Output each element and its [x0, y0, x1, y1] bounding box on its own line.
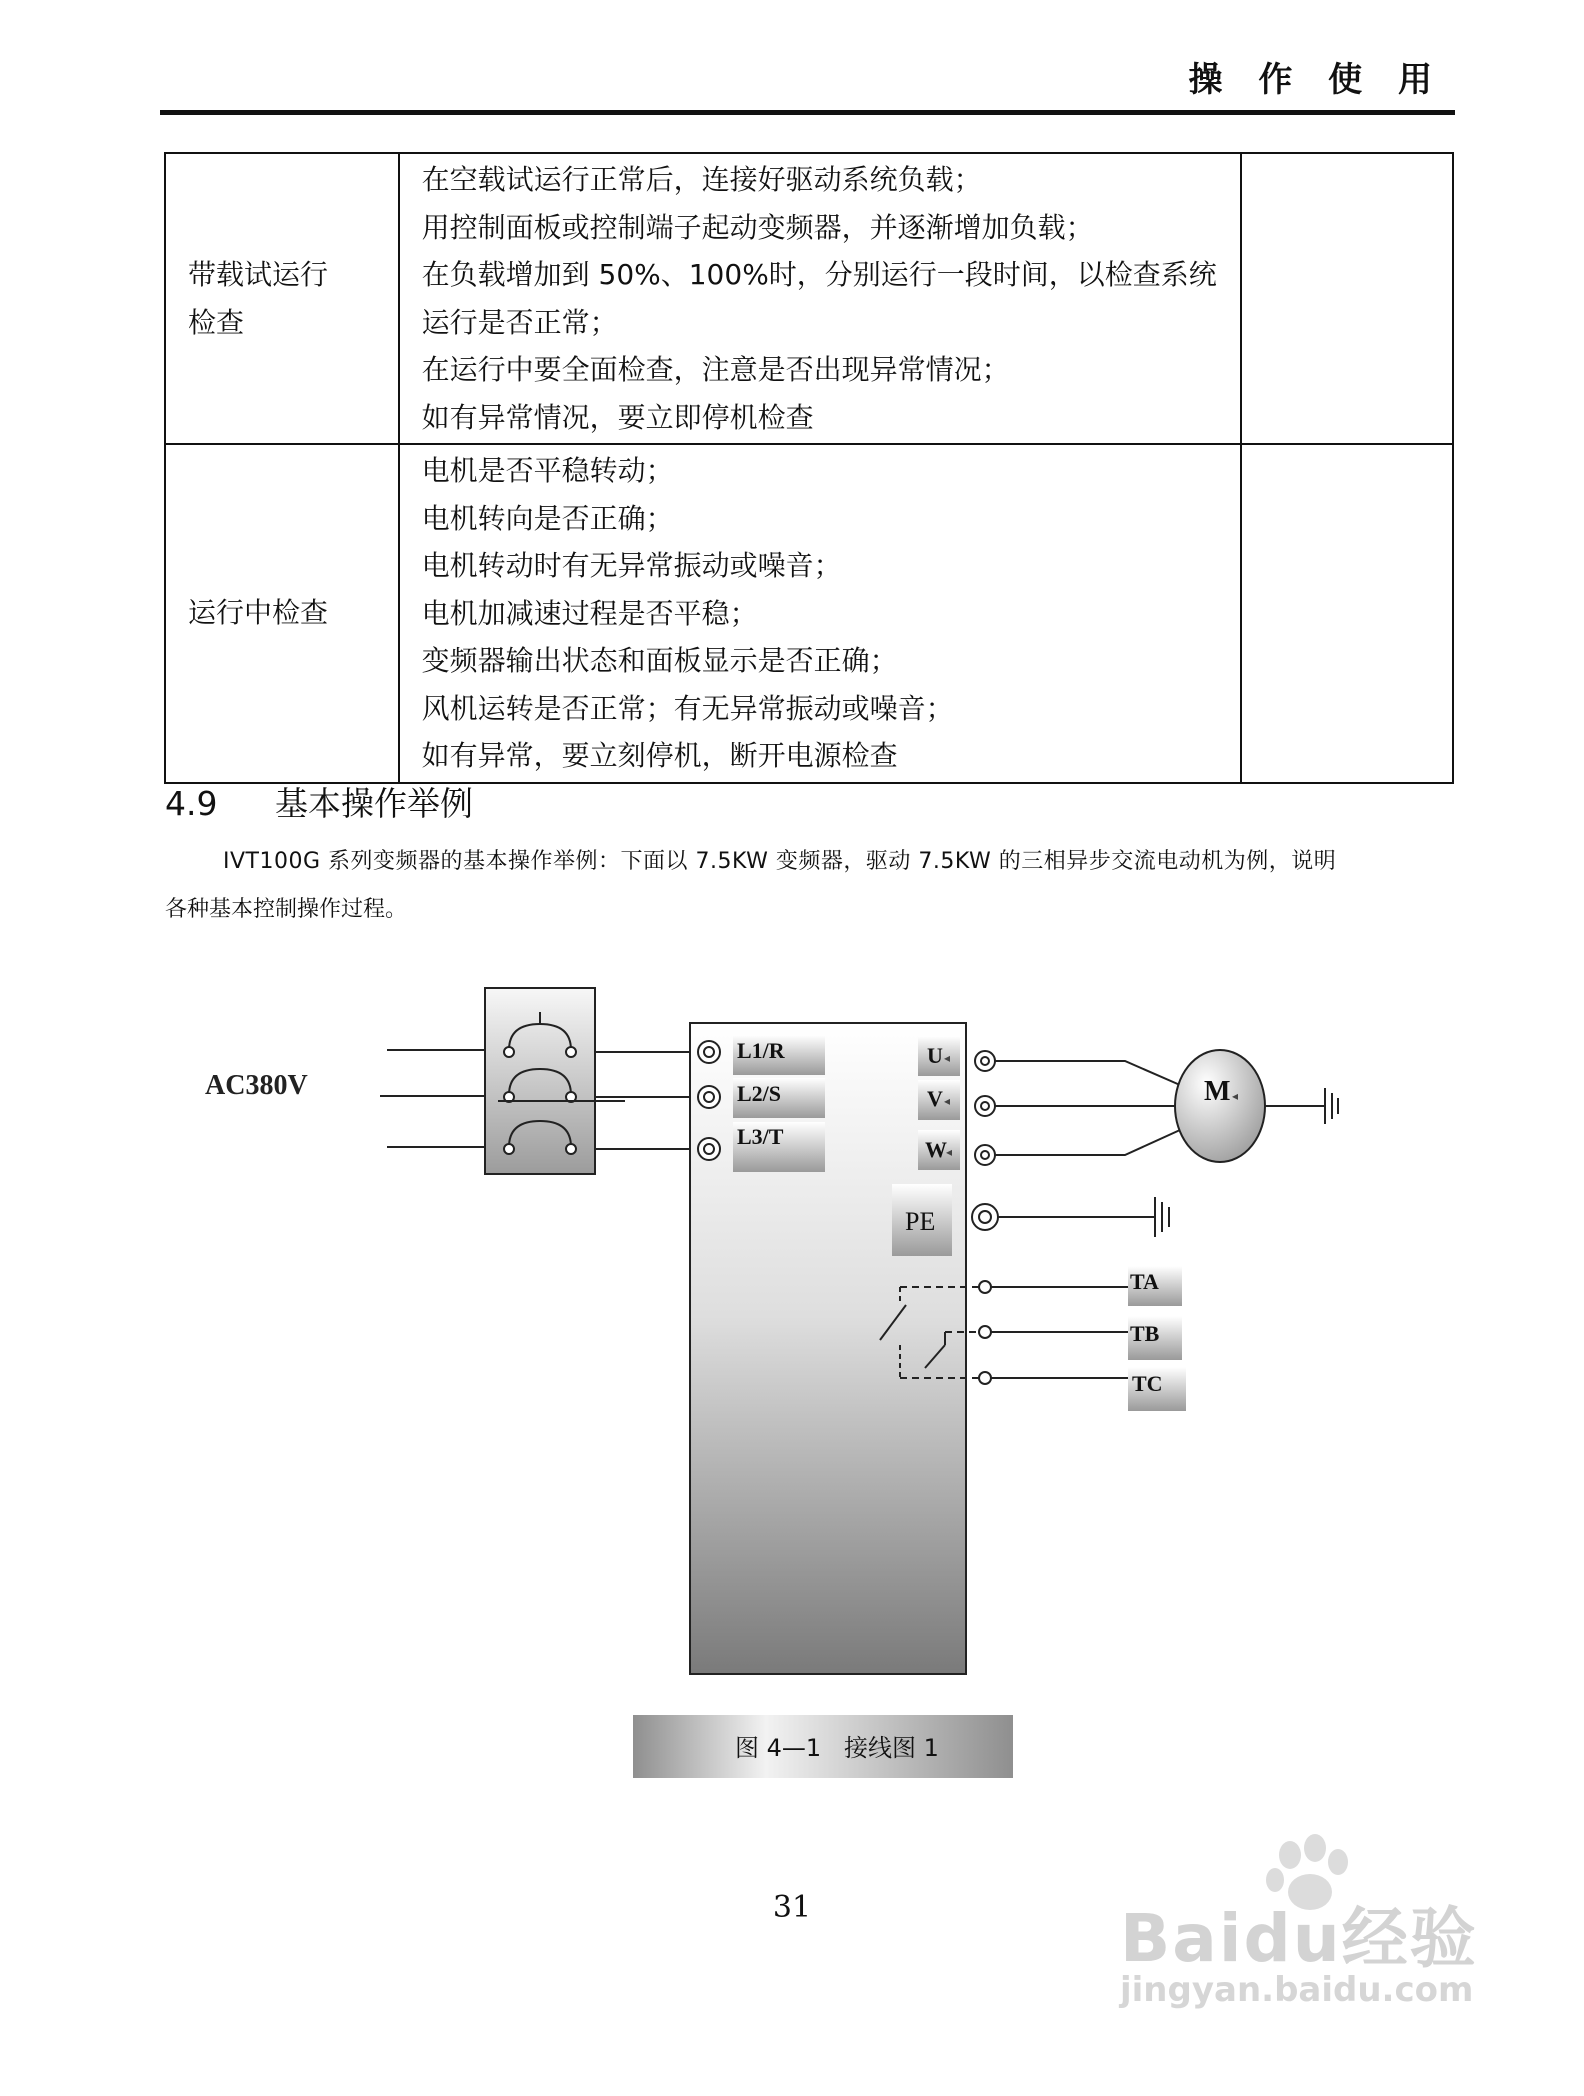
content-line: 如有异常，要立刻停机，断开电源检查: [421, 739, 898, 772]
page-number: 31: [772, 1890, 812, 1925]
svg-text:U: U: [927, 1043, 943, 1068]
output-terminal: [918, 1080, 960, 1120]
relay-terminal-ta: [1128, 1266, 1182, 1306]
svg-text:L3/T: L3/T: [737, 1124, 784, 1149]
watermark-url: jingyan.baidu.com: [1120, 1970, 1474, 2010]
output-terminal: [918, 1036, 960, 1076]
svg-text:图 4—1 接线图 1: 图 4—1 接线图 1: [735, 1734, 939, 1762]
item-label: 带载试运行: [188, 257, 329, 291]
svg-text:TA: TA: [1130, 1269, 1159, 1294]
relay-terminal-tc: [1128, 1367, 1186, 1411]
content-line: 用控制面板或控制端子起动变频器，并逐渐增加负载；: [421, 210, 1094, 244]
svg-text:◂: ◂: [944, 1051, 951, 1065]
figure-caption: [633, 1715, 1013, 1778]
circuit-breaker: [485, 988, 625, 1174]
svg-text:◂: ◂: [1232, 1089, 1239, 1103]
svg-text:L2/S: L2/S: [737, 1081, 782, 1106]
header-title: 操 作 使 用: [1188, 60, 1444, 100]
content-line: 电机转动时有无异常振动或噪音；: [421, 549, 842, 582]
section-title: 基本操作举例: [275, 784, 473, 823]
svg-text:V: V: [927, 1086, 943, 1111]
inverter-body: [690, 1023, 966, 1674]
item-label: 运行中检查: [188, 596, 329, 630]
output-terminal: [918, 1130, 960, 1170]
svg-text:◂: ◂: [946, 1145, 953, 1159]
content-line: 电机转向是否正确；: [421, 501, 674, 535]
ground-symbol: [1155, 1197, 1169, 1237]
content-line: 电机是否平稳转动；: [421, 454, 674, 487]
supply-label: AC380V: [205, 1070, 308, 1101]
watermark: [1090, 1840, 1520, 2040]
svg-text:TC: TC: [1132, 1371, 1163, 1396]
paragraph-line: 各种基本控制操作过程。: [165, 897, 408, 922]
relay-terminal-tb: [1128, 1316, 1182, 1360]
svg-text:W: W: [925, 1137, 947, 1162]
svg-text:TB: TB: [1130, 1321, 1160, 1346]
watermark-brand: Baidu经验: [1120, 1900, 1478, 1977]
content-line: 变频器输出状态和面板显示是否正确；: [421, 644, 898, 677]
content-line: 电机加减速过程是否平稳；: [421, 596, 758, 630]
svg-text:◂: ◂: [944, 1094, 951, 1108]
content-line: 如有异常情况，要立即停机检查: [421, 400, 814, 434]
content-line: 运行是否正常；: [421, 305, 618, 339]
section-number: 4.9: [165, 784, 218, 823]
svg-text:L1/R: L1/R: [737, 1038, 785, 1063]
motor-label: M: [1204, 1076, 1231, 1107]
svg-text:PE: PE: [905, 1207, 936, 1236]
content-line: 在空载试运行正常后，连接好驱动系统负载；: [421, 163, 982, 196]
content-line: 在运行中要全面检查，注意是否出现异常情况；: [421, 353, 1010, 386]
content-line: 在负载增加到 50%、100%时，分别运行一段时间，以检查系统: [421, 258, 1217, 291]
ground-symbol: [1325, 1088, 1338, 1124]
paragraph-line: IVT100G 系列变频器的基本操作举例：下面以 7.5KW 变频器，驱动 7.5KW 的三相异步交流电动机为例，说明: [223, 849, 1337, 874]
item-label: 检查: [188, 305, 245, 339]
motor: [1175, 1050, 1265, 1162]
content-line: 风机运转是否正常；有无异常振动或噪音；: [421, 691, 954, 725]
pe-terminal: [892, 1184, 952, 1256]
